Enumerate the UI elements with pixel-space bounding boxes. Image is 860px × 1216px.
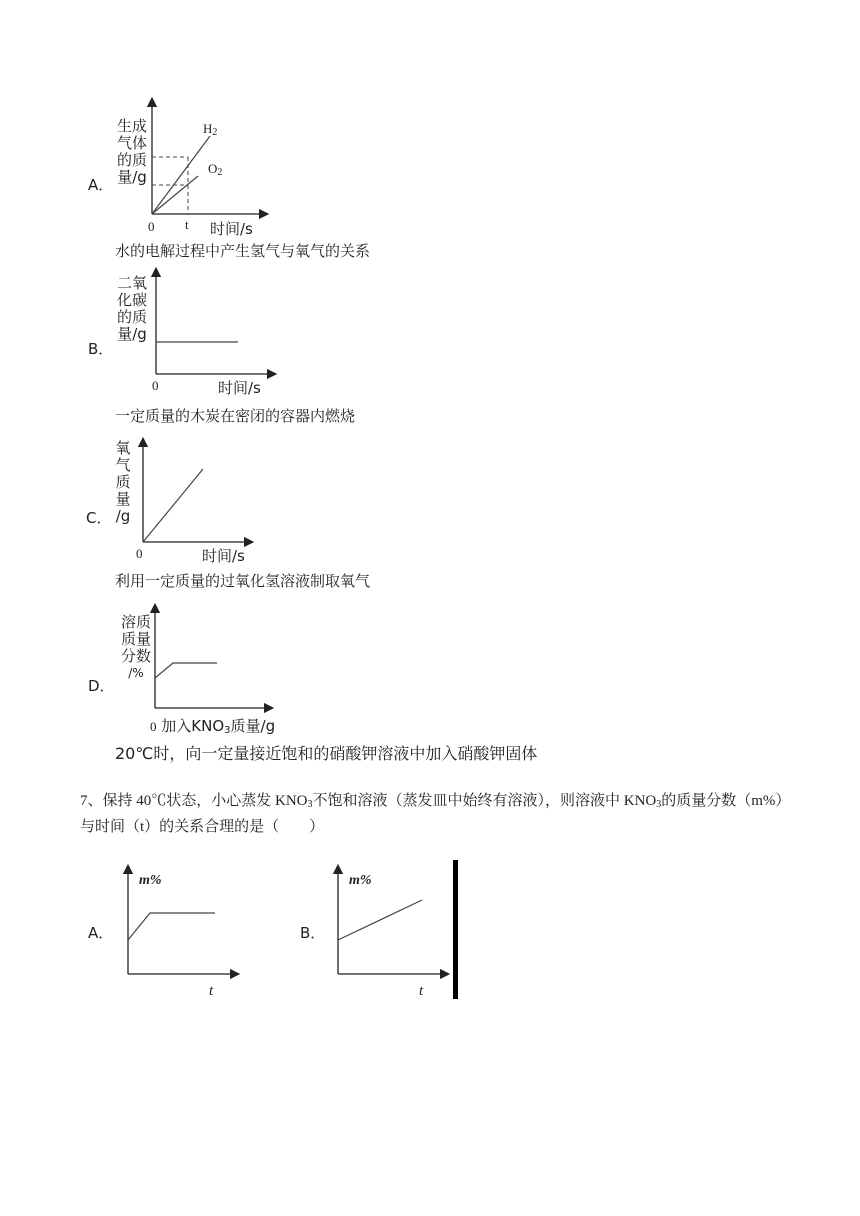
y-label-line: 分数 (120, 647, 151, 665)
q7-sub: 3 (656, 799, 662, 810)
origin-label: 0 (148, 219, 155, 234)
q7-b-x-label: t (419, 983, 424, 999)
series-label-o2 (208, 160, 222, 177)
series-o2-text: O (208, 161, 218, 176)
x-label-post: 质量/g (230, 717, 276, 735)
q7-sub: 3 (307, 799, 313, 810)
option-label-c: C． (86, 509, 112, 527)
m-percent-line (338, 900, 422, 940)
figure-b-caption: 一定质量的木炭在密闭的容器内燃烧 (115, 407, 356, 425)
y-label-line: 量 (115, 490, 131, 508)
y-label-line: 量/g (117, 325, 147, 343)
mass-fraction-line (155, 663, 217, 678)
q7-a-y-label: m% (139, 873, 162, 888)
figure-c-caption: 利用一定质量的过氧化氢溶液制取氧气 (115, 572, 371, 590)
y-label-line: 质量 (120, 630, 151, 648)
y-label-line: 的质 (116, 151, 147, 169)
figure-c-plot (131, 436, 261, 546)
origin-label: 0 (150, 719, 157, 734)
option-label-d: D． (88, 677, 115, 695)
figure-a-caption: 水的电解过程中产生氢气与氧气的关系 (115, 242, 371, 260)
x-label-sub: 3 (224, 725, 231, 736)
t-mark-label: t (185, 217, 189, 232)
y-label-line: 的质 (116, 308, 147, 326)
y-label-line: 生成 (116, 117, 147, 135)
q7-figure-a-plot (117, 865, 237, 980)
series-h2-sub: 2 (212, 127, 218, 138)
question-7-text (80, 788, 800, 840)
q7-a-x-label: t (209, 983, 214, 999)
figure-d-plot (143, 602, 278, 712)
question-7-line-1 (80, 788, 800, 814)
o2-line (152, 176, 198, 214)
q7-option-label-b: B． (300, 924, 326, 942)
option-label-b: B． (88, 340, 114, 358)
series-h2-text: H (203, 121, 213, 136)
y-label-line: 溶质 (120, 613, 151, 631)
origin-label: 0 (152, 378, 159, 393)
figure-b-plot (144, 266, 284, 376)
x-axis-label (150, 718, 275, 735)
option-label-a: A． (88, 176, 114, 194)
q7-option-label-a: A． (88, 924, 114, 942)
h2-line (152, 136, 210, 214)
q7-text-part: 7、保持 40℃状态，小心蒸发 KNO (80, 793, 308, 809)
q7-text-part: 不饱和溶液（蒸发皿中始终有溶液），则溶液中 KNO (312, 793, 657, 809)
y-label-line: 气体 (116, 134, 147, 152)
series-label-h2 (203, 120, 217, 137)
y-label-line: 氧 (115, 439, 131, 457)
vertical-divider (453, 860, 458, 999)
m-percent-line (128, 913, 215, 940)
oxygen-line (143, 469, 203, 542)
x-axis-label: 时间/s (202, 547, 245, 565)
q7-b-y-label: m% (349, 873, 372, 888)
q7-figure-b-plot (327, 865, 447, 980)
y-label-line: 气 (115, 456, 131, 474)
x-axis-label: 时间/s (210, 220, 253, 238)
y-label-line: 量/g (117, 168, 147, 186)
origin-label: 0 (136, 546, 143, 561)
y-label-line: /g (115, 507, 131, 525)
x-axis-label: 时间/s (218, 379, 261, 397)
x-label-pre: 加入KNO (161, 717, 225, 735)
y-label-line: 二氧 (116, 274, 147, 292)
y-label-line: /% (128, 666, 144, 680)
q7-text-part: 的质量分数（m%） (661, 793, 791, 809)
y-label-line: 化碳 (116, 291, 147, 309)
figure-d-caption: 20℃时，向一定量接近饱和的硝酸钾溶液中加入硝酸钾固体 (115, 744, 538, 763)
y-label-line: 质 (115, 473, 131, 491)
series-o2-sub: 2 (217, 167, 223, 178)
question-7-line-2: 与时间（t）的关系合理的是（ ） (80, 819, 325, 835)
